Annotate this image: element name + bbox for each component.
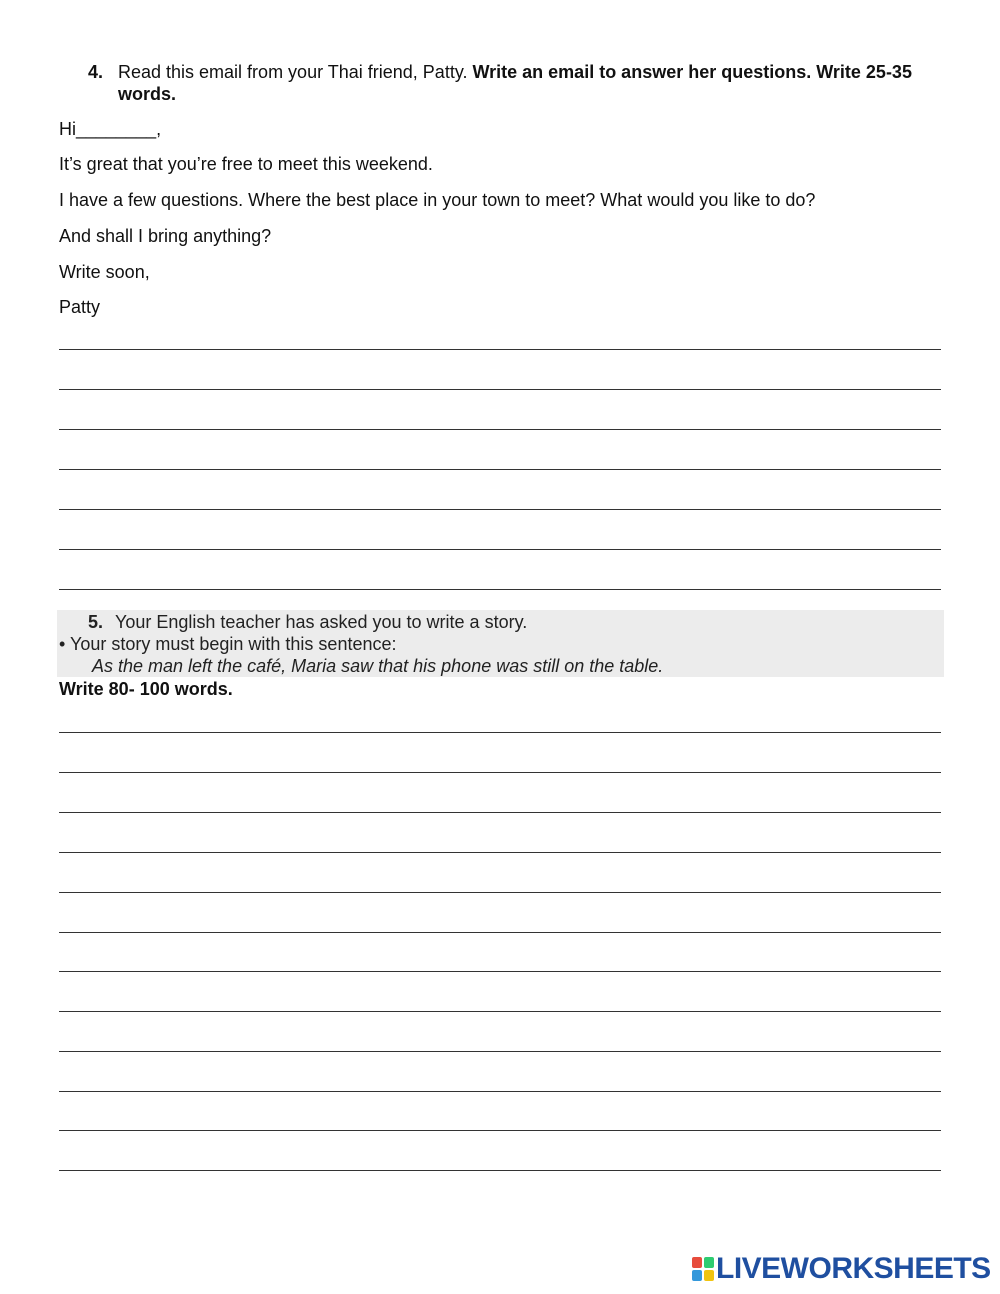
question-5-word-count: Write 80- 100 words. bbox=[59, 679, 233, 699]
q5-answer-line[interactable] bbox=[59, 1170, 941, 1171]
q4-answer-line[interactable] bbox=[59, 389, 941, 390]
q5-answer-line[interactable] bbox=[59, 1051, 941, 1052]
question-4-number: 4. bbox=[88, 62, 104, 82]
q5-answer-line[interactable] bbox=[59, 892, 941, 893]
q5-answer-line[interactable] bbox=[59, 732, 941, 733]
email-name: Patty bbox=[59, 297, 101, 317]
question-5-instruction-line bbox=[88, 611, 527, 633]
q5-answer-line[interactable] bbox=[59, 772, 941, 773]
question-4-instruction bbox=[118, 61, 948, 105]
question-4-instruction-plain: Read this email from your Thai friend, Patty. bbox=[118, 62, 473, 82]
q5-answer-line[interactable] bbox=[59, 1011, 941, 1012]
question-5-number: 5. bbox=[88, 612, 104, 632]
q4-answer-line[interactable] bbox=[59, 589, 941, 590]
q5-answer-line[interactable] bbox=[59, 1091, 941, 1092]
email-greeting: Hi________, bbox=[59, 119, 162, 139]
q4-answer-line[interactable] bbox=[59, 509, 941, 510]
q5-answer-line[interactable] bbox=[59, 1130, 941, 1131]
liveworksheets-logo-icon bbox=[692, 1257, 714, 1281]
q4-answer-line[interactable] bbox=[59, 469, 941, 470]
question-5-bullet: • Your story must begin with this sentence: bbox=[59, 634, 397, 654]
liveworksheets-logo[interactable] bbox=[692, 1254, 991, 1284]
q4-answer-line[interactable] bbox=[59, 549, 941, 550]
q4-answer-line[interactable] bbox=[59, 429, 941, 430]
question-5-instruction: Your English teacher has asked you to write a story. bbox=[115, 612, 528, 632]
question-4 bbox=[88, 61, 948, 105]
q5-answer-line[interactable] bbox=[59, 812, 941, 813]
question-4-instruction-bold: Write an email to answer her questions. Write 25-35 words. bbox=[118, 62, 912, 104]
q5-answer-line[interactable] bbox=[59, 932, 941, 933]
email-signoff: Write soon, bbox=[59, 262, 150, 282]
email-line-2: I have a few questions. Where the best place in your town to meet? What would you like to do? bbox=[59, 190, 816, 210]
email-line-1: It’s great that you’re free to meet this weekend. bbox=[59, 154, 433, 174]
q5-answer-line[interactable] bbox=[59, 852, 941, 853]
q5-answer-line[interactable] bbox=[59, 971, 941, 972]
question-5-prompt: As the man left the café, Maria saw that his phone was still on the table. bbox=[92, 656, 664, 676]
liveworksheets-logo-text: LIVEWORKSHEETS bbox=[716, 1252, 991, 1285]
email-line-3: And shall I bring anything? bbox=[59, 226, 272, 246]
q4-answer-line[interactable] bbox=[59, 349, 941, 350]
